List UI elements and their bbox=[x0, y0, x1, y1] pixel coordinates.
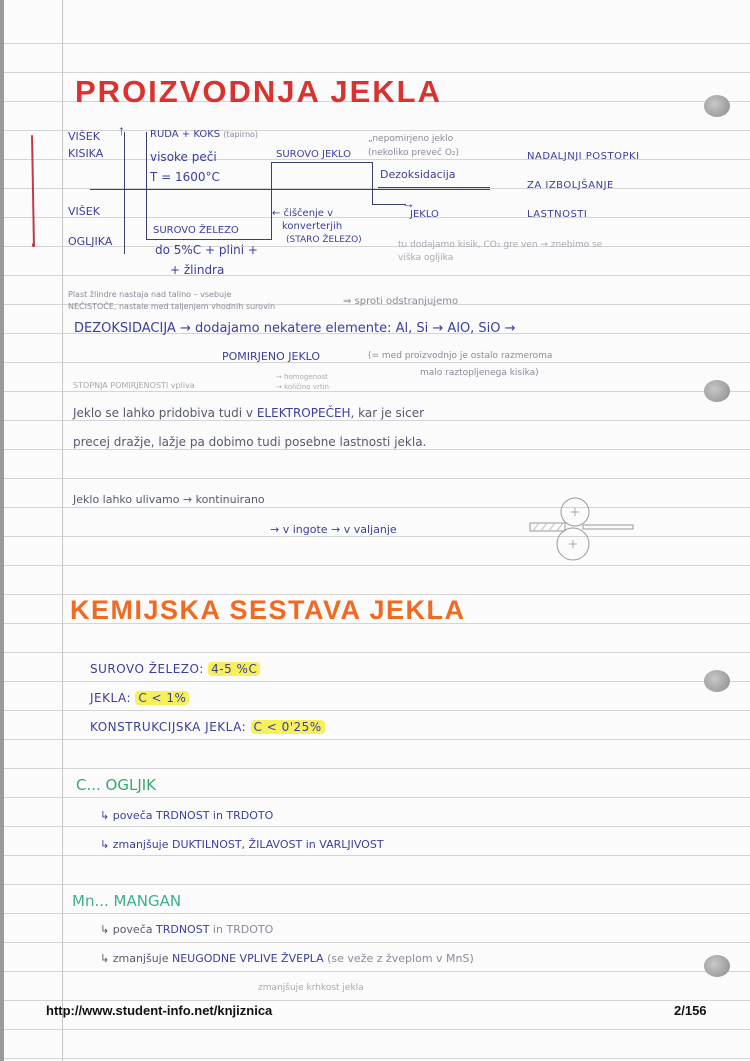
diagram-text: LASTNOSTI bbox=[527, 209, 588, 220]
page-title: PROIZVODNJA JEKLA bbox=[75, 74, 443, 109]
axis-label: VIŠEK bbox=[68, 130, 100, 143]
diagram-text: ← čiščenje v bbox=[272, 208, 334, 219]
diagram-text: SUROVO JEKLO bbox=[276, 149, 351, 160]
diagram-text: NADALJNJI POSTOPKI bbox=[527, 151, 640, 162]
diagram-note: viška ogljika bbox=[398, 253, 454, 263]
diagram-note: tu dodajamo kisik, CO₂ gre ven → znebimo se bbox=[398, 240, 603, 250]
punch-hole-icon bbox=[704, 95, 730, 117]
deoxidation-line: DEZOKSIDACIJA → dodajamo nekatere elemente: Al, Si → AlO, SiO → bbox=[74, 321, 516, 336]
deoxidation-result: POMIRJENO JEKLO bbox=[222, 350, 321, 363]
page-number: 2/156 bbox=[674, 1003, 707, 1018]
box-line bbox=[271, 162, 272, 240]
deoxidation-note: malo raztopljenega kisika) bbox=[420, 368, 539, 378]
slag-note: Plast žlindre nastaja nad talino – vsebuje bbox=[68, 290, 232, 299]
manganese-item: ↳ poveča TRDNOST in TRDOTO bbox=[100, 923, 274, 936]
slag-note: NEČISTOČE, nastale med taljenjem vhodnih surovin bbox=[68, 302, 276, 311]
diagram-text: konverterjih bbox=[282, 221, 343, 232]
margin-line bbox=[62, 0, 63, 1061]
diagram-text: visoke peči bbox=[150, 150, 217, 164]
axis-label: KISIKA bbox=[68, 147, 104, 160]
rolling-mill-sketch-icon bbox=[525, 490, 635, 570]
section-title: KEMIJSKA SESTAVA JEKLA bbox=[70, 595, 466, 625]
faint-note: → homogenost bbox=[276, 373, 328, 381]
box-line bbox=[146, 239, 272, 240]
underline bbox=[378, 187, 490, 188]
carbon-heading: C... OGLJIK bbox=[76, 776, 157, 794]
diagram-text: SUROVO ŽELEZO bbox=[153, 225, 239, 236]
diagram-note: (nekoliko preveč O₂) bbox=[368, 148, 460, 158]
punch-hole-icon bbox=[704, 955, 730, 977]
box-line bbox=[372, 162, 373, 204]
diagram-text: + žlindra bbox=[170, 263, 225, 277]
box-line bbox=[271, 162, 373, 163]
composition-row: SUROVO ŽELEZO: 4-5 %C bbox=[90, 662, 260, 676]
deoxidation-note: (= med proizvodnjo je ostalo razmeroma bbox=[368, 351, 553, 361]
axis-label: VIŠEK bbox=[68, 205, 100, 218]
electro-line-2: precej dražje, lažje pa dobimo tudi posebne lastnosti jekla. bbox=[73, 435, 427, 449]
diagram-text: RUDA + KOKS (tapirno) bbox=[150, 129, 259, 140]
exclamation-mark-icon bbox=[31, 135, 35, 247]
composition-row: JEKLA: C < 1% bbox=[90, 691, 189, 705]
carbon-item: ↳ poveča TRDNOST in TRDOTO bbox=[100, 809, 274, 822]
diagram-text: T = 1600°C bbox=[150, 170, 220, 184]
carbon-item: ↳ zmanjšuje DUKTILNOST, ŽILAVOST in VARLJIVOST bbox=[100, 838, 384, 851]
manganese-item: ↳ zmanjšuje NEUGODNE VPLIVE ŽVEPLA (se veže z žveplom v MnS) bbox=[100, 952, 474, 965]
electro-line-1: Jeklo se lahko pridobiva tudi v ELEKTROPEČEH, kar je sicer bbox=[73, 406, 425, 420]
axis-line bbox=[124, 132, 125, 254]
arrow-right-icon: → bbox=[402, 196, 415, 211]
diagram-text: ZA IZBOLJŠANJE bbox=[527, 180, 614, 191]
diagram-text: JEKLO bbox=[410, 209, 439, 220]
casting-line-2: → v ingote → v valjanje bbox=[270, 523, 397, 536]
diagram-note: „nepomirjeno jeklo bbox=[368, 134, 454, 144]
exclamation-dot bbox=[32, 243, 35, 247]
box-line bbox=[146, 132, 147, 240]
diagram-text: do 5%C + plini + bbox=[155, 243, 258, 257]
arrow-up-icon: ↑ bbox=[118, 122, 125, 138]
faint-note: STOPNJA POMIRJENOSTI vpliva bbox=[73, 381, 195, 390]
composition-row: KONSTRUKCIJSKA JEKLA: C < 0'25% bbox=[90, 720, 325, 734]
diagram-text: Dezoksidacija bbox=[380, 168, 456, 181]
faint-note: → količino vrtin bbox=[276, 383, 329, 391]
axis-label: OGLJIKA bbox=[68, 235, 113, 248]
manganese-note: zmanjšuje krhkost jekla bbox=[258, 983, 364, 993]
diagram-text: (STARO ŽELEZO) bbox=[286, 235, 362, 245]
footer-url[interactable]: http://www.student-info.net/knjiznica bbox=[46, 1003, 273, 1018]
slag-note: ⇒ sproti odstranjujemo bbox=[343, 296, 459, 307]
box-line bbox=[372, 204, 406, 205]
page-edge-shadow bbox=[0, 0, 4, 1061]
divider-line bbox=[90, 189, 490, 190]
punch-hole-icon bbox=[704, 380, 730, 402]
casting-line-1: Jeklo lahko ulivamo → kontinuirano bbox=[73, 493, 265, 506]
manganese-heading: Mn... MANGAN bbox=[72, 892, 182, 910]
punch-hole-icon bbox=[704, 670, 730, 692]
